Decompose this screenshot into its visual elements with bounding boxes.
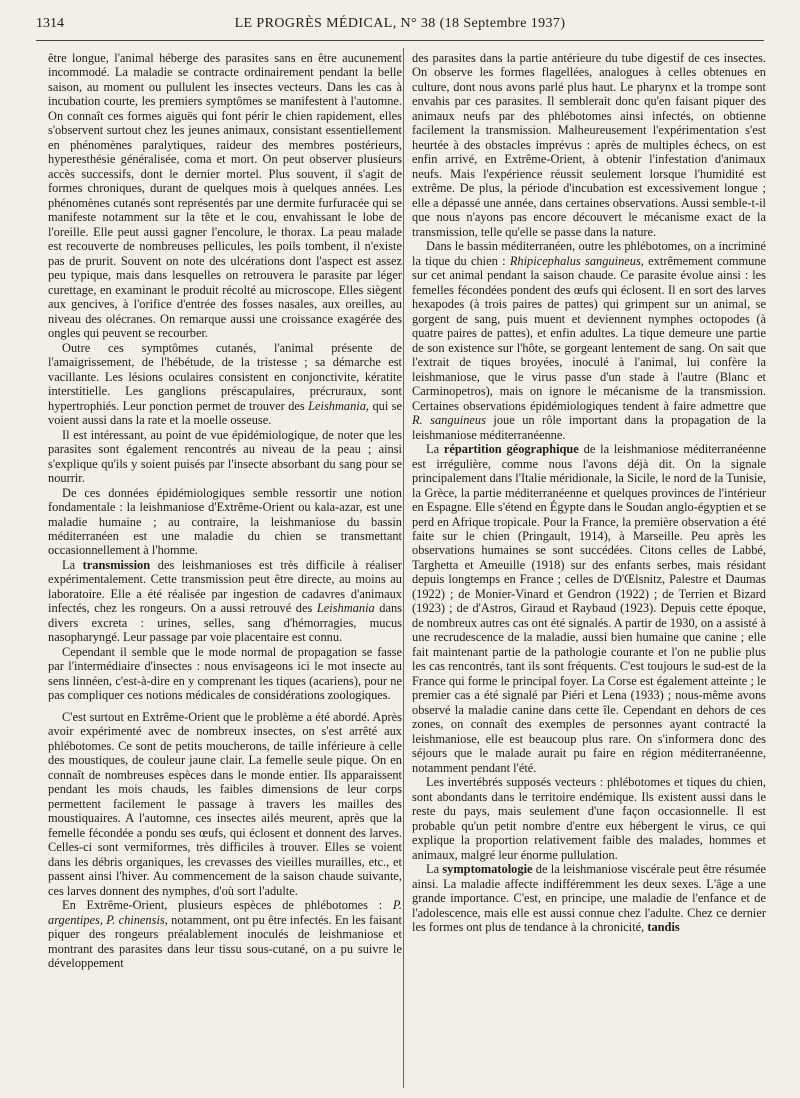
paragraph: des parasites dans la partie antérieure du tube digestif de ces insectes. On observe les formes flagellées, analogues à celles obtenues en culture, dont nous avons parlé plus haut. Le pharynx et la trompe sont envahis par ces parasites. Il semblerait donc qu'en faisant piquer des animaux neufs par des phlébotomes ainsi infectés, on obtienne facilement la transmission. Malheureusement l'expérimentation s'est heurtée à des obstacles imprévus : après de multiples échecs, on est enfin arrivé, en Extrême-Orient, à obtenir l'infestation d'animaux neufs. Mais l'expérience réussit seulement lorsque l'humidité est extrême. De plus, la période d'incubation est excessivement longue ; elle a dépassé une année, dans certaines observations. Aussi semble-t-il que nous n'ayons pas encore découvert le mécanisme exact de la transmission, telle qu'elle se passe dans la nature. — [412, 51, 766, 239]
paragraph: Outre ces symptômes cutanés, l'animal présente de l'amaigrissement, de l'hébétude, de la tristesse ; sa démarche est vacillante. Les lésions oculaires consistent en conjonctivite, kératite interstitielle. Les ganglions préscapulaires, précruraux, sont hypertrophiés. Leur ponction permet de trouver des Leishmania, qui se voient aussi dans la rate et la moelle osseuse. — [48, 340, 402, 428]
column-divider — [403, 48, 404, 1088]
paragraph: Il est intéressant, au point de vue épidémiologique, de noter que les parasites sont également rencontrés au niveau de la peau ; ainsi s'explique qu'ils y soient puisés par l'insecte absorbant du sang pour se nourrir. — [48, 427, 402, 486]
section-keyword: transmission — [82, 557, 151, 572]
paragraph: En Extrême-Orient, plusieurs espèces de phlébotomes : P. argentipes, P. chinensis, notamment, ont pu être infectés. En les faisant piquer des rongeurs préalablement inoculés de leishmaniose et montrant des parasites dans leur tissu sous-cutané, on a pu suivre le développement — [48, 898, 402, 971]
running-title: LE PROGRÈS MÉDICAL, N° 38 (18 Septembre 1937) — [234, 16, 566, 31]
paragraph: La transmission des leishmanioses est très difficile à réaliser expérimentalement. Cette transmission peut être directe, au moins au laboratoire. Elle a été réalisée par ingestion de cadavres d'animaux infectés, chez les rongeurs. On a aussi retrouvé des Leishmania dans divers excreta : urines, selles, sang d'hémorragies, mucus nasopharyngé. Leur passage par voie placentaire est connu. — [48, 557, 403, 645]
paragraph: être longue, l'animal héberge des parasites sans en être aucunement incommodé. La maladie se contracte ordinairement pendant la belle saison, au moment ou pullulent les insectes vecteurs. Dans les cas à incubation courte, les premiers symptômes se manifestent à l'automne. On connaît ces formes aiguës qui font périr le chien rapidement, elles s'observent surtout chez les jeunes animaux, consistant essentiellement en phénomènes paralytiques, raideur des membres postérieurs, hyperesthésie généralisée, coma et mort. On peut observer plusieurs accès successifs, dont le dernier mortel. Plus souvent, il s'agit de formes chroniques, durant de quelques mois à quelques années. Les phénomènes cutanés sont représentés par une dermite furfuracée qui se manifeste notamment sur la tête et le cou, envahissant le lobe de l'oreille. Elle peut aussi gagner l'encolure, le thorax. La peau malade est recouverte de nombreuses pellicules, les poils tombent, il n'existe pas de prurit. Souvent on note des ulcérations dont l'aspect est assez peu typique, mais dans lesquelles on retrouvera le parasite par léger curettage, en examinant le produit récolté au microscope. Elles siègent aux gencives, à l'orifice d'entrée des fosses nasales, aux oreilles, au niveau des olécranes. On remarque aussi une croissance exagérée des ongles qui peuvent se recourber. — [48, 51, 402, 341]
paragraph: La symptomatologie de la leishmaniose viscérale peut être résumée ainsi. La maladie affecte indifféremment les deux sexes. L'âge a une grande importance. C'est, en principe, une maladie de l'enfance et de l'adolescence, mais elle est aussi connue chez l'adulte. Chez ce dernier les formes ont plus de tendance à la chronicité, tandis — [412, 862, 766, 935]
paragraph: Cependant il semble que le mode normal de propagation se fasse par l'intermédiaire d'insectes : nous envisageons ici le mot insecte au sens linnéen, c'est-à-dire en y comprenant les tiques (acariens), pour ne pas compliquer ces notions médicales de considérations zoologiques. — [48, 644, 402, 703]
paragraph: Les invertébrés supposés vecteurs : phlébotomes et tiques du chien, sont abondants dans le territoire endémique. Ils existent aussi dans le reste du pays, mais seulement d'une façon occasionnelle. Il est probable qu'un petit nombre d'entre eux hébergent le virus, ce qui explique la proportion relativement faible des malades, hommes et animaux, malgré leur énorme pullulation. — [412, 775, 766, 862]
right-column — [412, 51, 766, 935]
section-keyword: répartition géographique — [443, 442, 579, 457]
left-column — [48, 51, 402, 971]
page-header — [36, 16, 764, 36]
header-rule — [36, 40, 764, 41]
paragraph: La répartition géographique de la leishmaniose méditerranéenne est irrégulière, comme nous l'avons déjà dit. On la signale principalement dans l'Italie méridionale, la Sicile, le nord de la Tunisie, la Grèce, la partie méditerranéenne et quelques provinces de l'intérieur en Espagne. Elle s'étend en Égypte dans le Soudan anglo-égyptien et se perd en Afrique tropicale. Pour la France, la première observation a été faite sur le chien (Pringault, 1914), à Marseille. Peu après les observations humaines se sont succédées. Citons celles de Labbé, Targhetta et Ameuille (1918) sur des enfants serbes, mais résidant depuis longtemps en France ; celles de D'Œlsnitz, Palestre et Daumas (1922) ; de Monier-Vinard et Gendron (1922) ; de Terrien et Bizard (1923) ; de d'Astros, Giraud et Raybaud (1923). Depuis cette époque, de nombreux autres cas ont été signalés. A partir de 1930, on a assisté à une recrudescence de la maladie, aussi bien humaine que canine ; elle fait maintenant partie de la pathologie courante et l'on ne publie plus les cas rencontrés, tant ils sont fréquents. C'est toujours le sud-est de la France qui forme le principal foyer. La Corse est également atteinte ; le premier cas a été signalé par Piéri et Lena (1933) ; nous-même avons observé la maladie canine dans cette île. Cependant en dehors de ces zones, on connaît des exemples de personnes ayant contracté la leishmaniose, elle est beaucoup plus rare. On s'informera donc des séjours que le malade aurait pu faire en région méditerranéenne, notamment pendant l'été. — [412, 442, 766, 775]
section-keyword: symptomatologie — [442, 862, 533, 877]
paragraph: De ces données épidémiologiques semble ressortir une notion fondamentale : la leishmaniose d'Extrême-Orient ou kala-azar, est une maladie humaine ; au contraire, la leishmaniose du bassin méditerranéen est une maladie du chien se transmettant occasionnellement à l'homme. — [48, 485, 402, 558]
page-number: 1314 — [36, 16, 64, 31]
paragraph: C'est surtout en Extrême-Orient que le problème a été abordé. Après avoir expérimenté avec de nombreux insectes, on s'est arrêté aux phlébotomes. Ce sont de petits moucherons, de taille inférieure à celle des moustiques, de couleur jaune clair. La femelle seule pique. On en connaît de nombreuses espèces dans le monde entier. Ils apparaissent pendant les mois chauds, les faibles dimensions de leur corps permettent facilement le passage à travers les mailles des moustiquaires. A l'automne, ces insectes ailés meurent, après que la femelle fécondée a pondu ses œufs, qui éclosent et donnent des larves. Celles-ci sont vermiformes, très difficiles à trouver. Elles se voient dans les débris organiques, les crevasses des vieilles murailles, etc., et passent ainsi l'hiver. Au commencement de la saison chaude suivante, ces larves donnent des nymphes, d'où sort l'adulte. — [48, 709, 402, 898]
paragraph: Dans le bassin méditerranéen, outre les phlébotomes, on a incriminé la tique du chien : Rhipicephalus sanguineus, extrêmement commune sur cet animal pendant la saison chaude. Ce parasite évolue ainsi : les femelles fécondées pondent des œufs qui éclosent. Il en sort des larves hexapodes (à trois paires de pattes) qui grimpent sur un animal, se gorgent de sang, puis muent et deviennent nymphes octopodes (à quatre paires de pattes), et enfin adultes. La tique demeure une partie de son existence sur l'hôte, se gorgeant lentement de sang. On sait que l'extrait de tiques broyées, inoculé à l'animal, lui confère la leishmaniose, que le virus passe d'un stade à l'autre (Blanc et Carminopetros), mais on ignore le mécanisme de la transmission. Certaines observations épidémiologiques tendent à faire admettre que R. sanguineus joue un rôle important dans la propagation de la leishmaniose méditerranéenne. — [412, 239, 767, 442]
